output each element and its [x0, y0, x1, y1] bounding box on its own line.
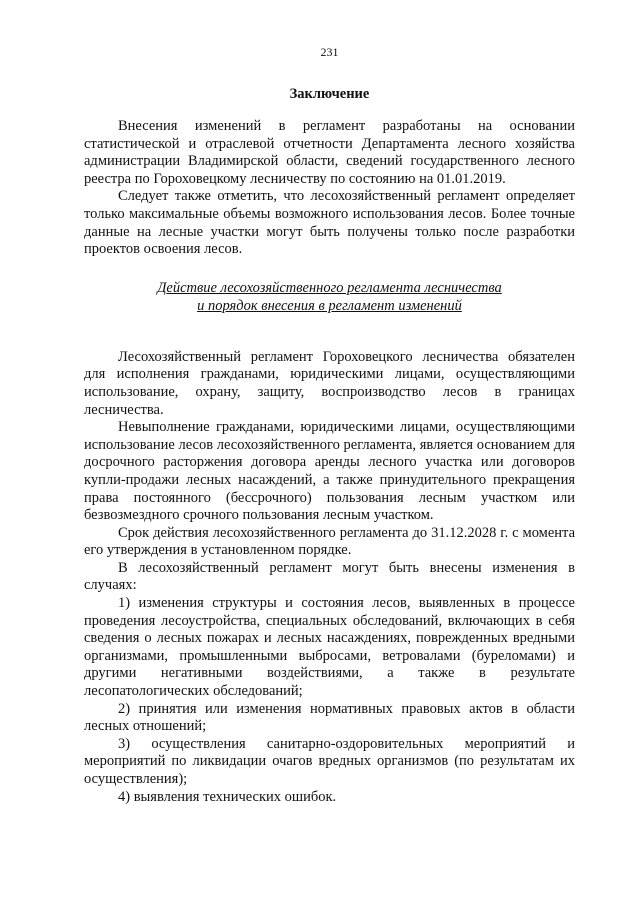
- body-paragraph: Срок действия лесохозяйственного регламента до 31.12.2028 г. с момента его утверждения в установленном порядке.: [84, 524, 575, 559]
- subsection-heading-line2: и порядок внесения в регламент изменений: [197, 297, 462, 314]
- list-item: 2) принятия или изменения нормативных правовых актов в области лесных отношений;: [84, 700, 575, 735]
- list-item: 4) выявления технических ошибок.: [118, 788, 337, 805]
- page-number: 231: [320, 45, 339, 59]
- body-paragraph: В лесохозяйственный регламент могут быть внесены изменения в случаях:: [84, 559, 575, 594]
- section-heading: Заключение: [289, 86, 370, 102]
- subsection-heading: [84, 279, 575, 315]
- body-paragraph: Лесохозяйственный регламент Гороховецкого лесничества обязателен для исполнения гражданами, юридическими лицами, осуществляющими использование, охрану, защиту, воспроизводство лесов в границах лесничества.: [84, 348, 575, 418]
- intro-paragraph: Следует также отметить, что лесохозяйственный регламент определяет только максимальные объемы возможного использования лесов. Более точные данные на лесные участки могут быть получены только после разработки проектов освоения лесов.: [84, 188, 575, 258]
- body-paragraph: Невыполнение гражданами, юридическими лицами, осуществляющими использование лесов лесохозяйственного регламента, является основанием для досрочного расторжения договора аренды лесного участка или договоров купли-продажи лесных насаждений, а также принудительного прекращения права постоянного (бессрочного) пользования лесным участком или безвозмездного срочного пользования лесным участком.: [84, 419, 575, 524]
- list-item: 3) осуществления санитарно-оздоровительных мероприятий и мероприятий по ликвидации очагов вредных организмов (по результатам их осуществления);: [84, 735, 575, 787]
- intro-paragraph: Внесения изменений в регламент разработаны на основании статистической и отраслевой отчетности Департамента лесного хозяйства администрации Владимирской области, сведений государственного лесного реестра по Гороховецкому лесничеству по состоянию на 01.01.2019.: [84, 118, 575, 187]
- subsection-heading-line1: Действие лесохозяйственного регламента лесничества: [157, 279, 502, 296]
- list-item: 1) изменения структуры и состояния лесов, выявленных в процессе проведения лесоустройства, специальных обследований, включающих в себя сведения о лесных пожарах и лесных насаждениях, поврежденных вредными организмами, промышленными выбросами, ветровалами (буреломами) и другими негативными воздействиями, а также в результате лесопатологических обследований;: [84, 595, 575, 700]
